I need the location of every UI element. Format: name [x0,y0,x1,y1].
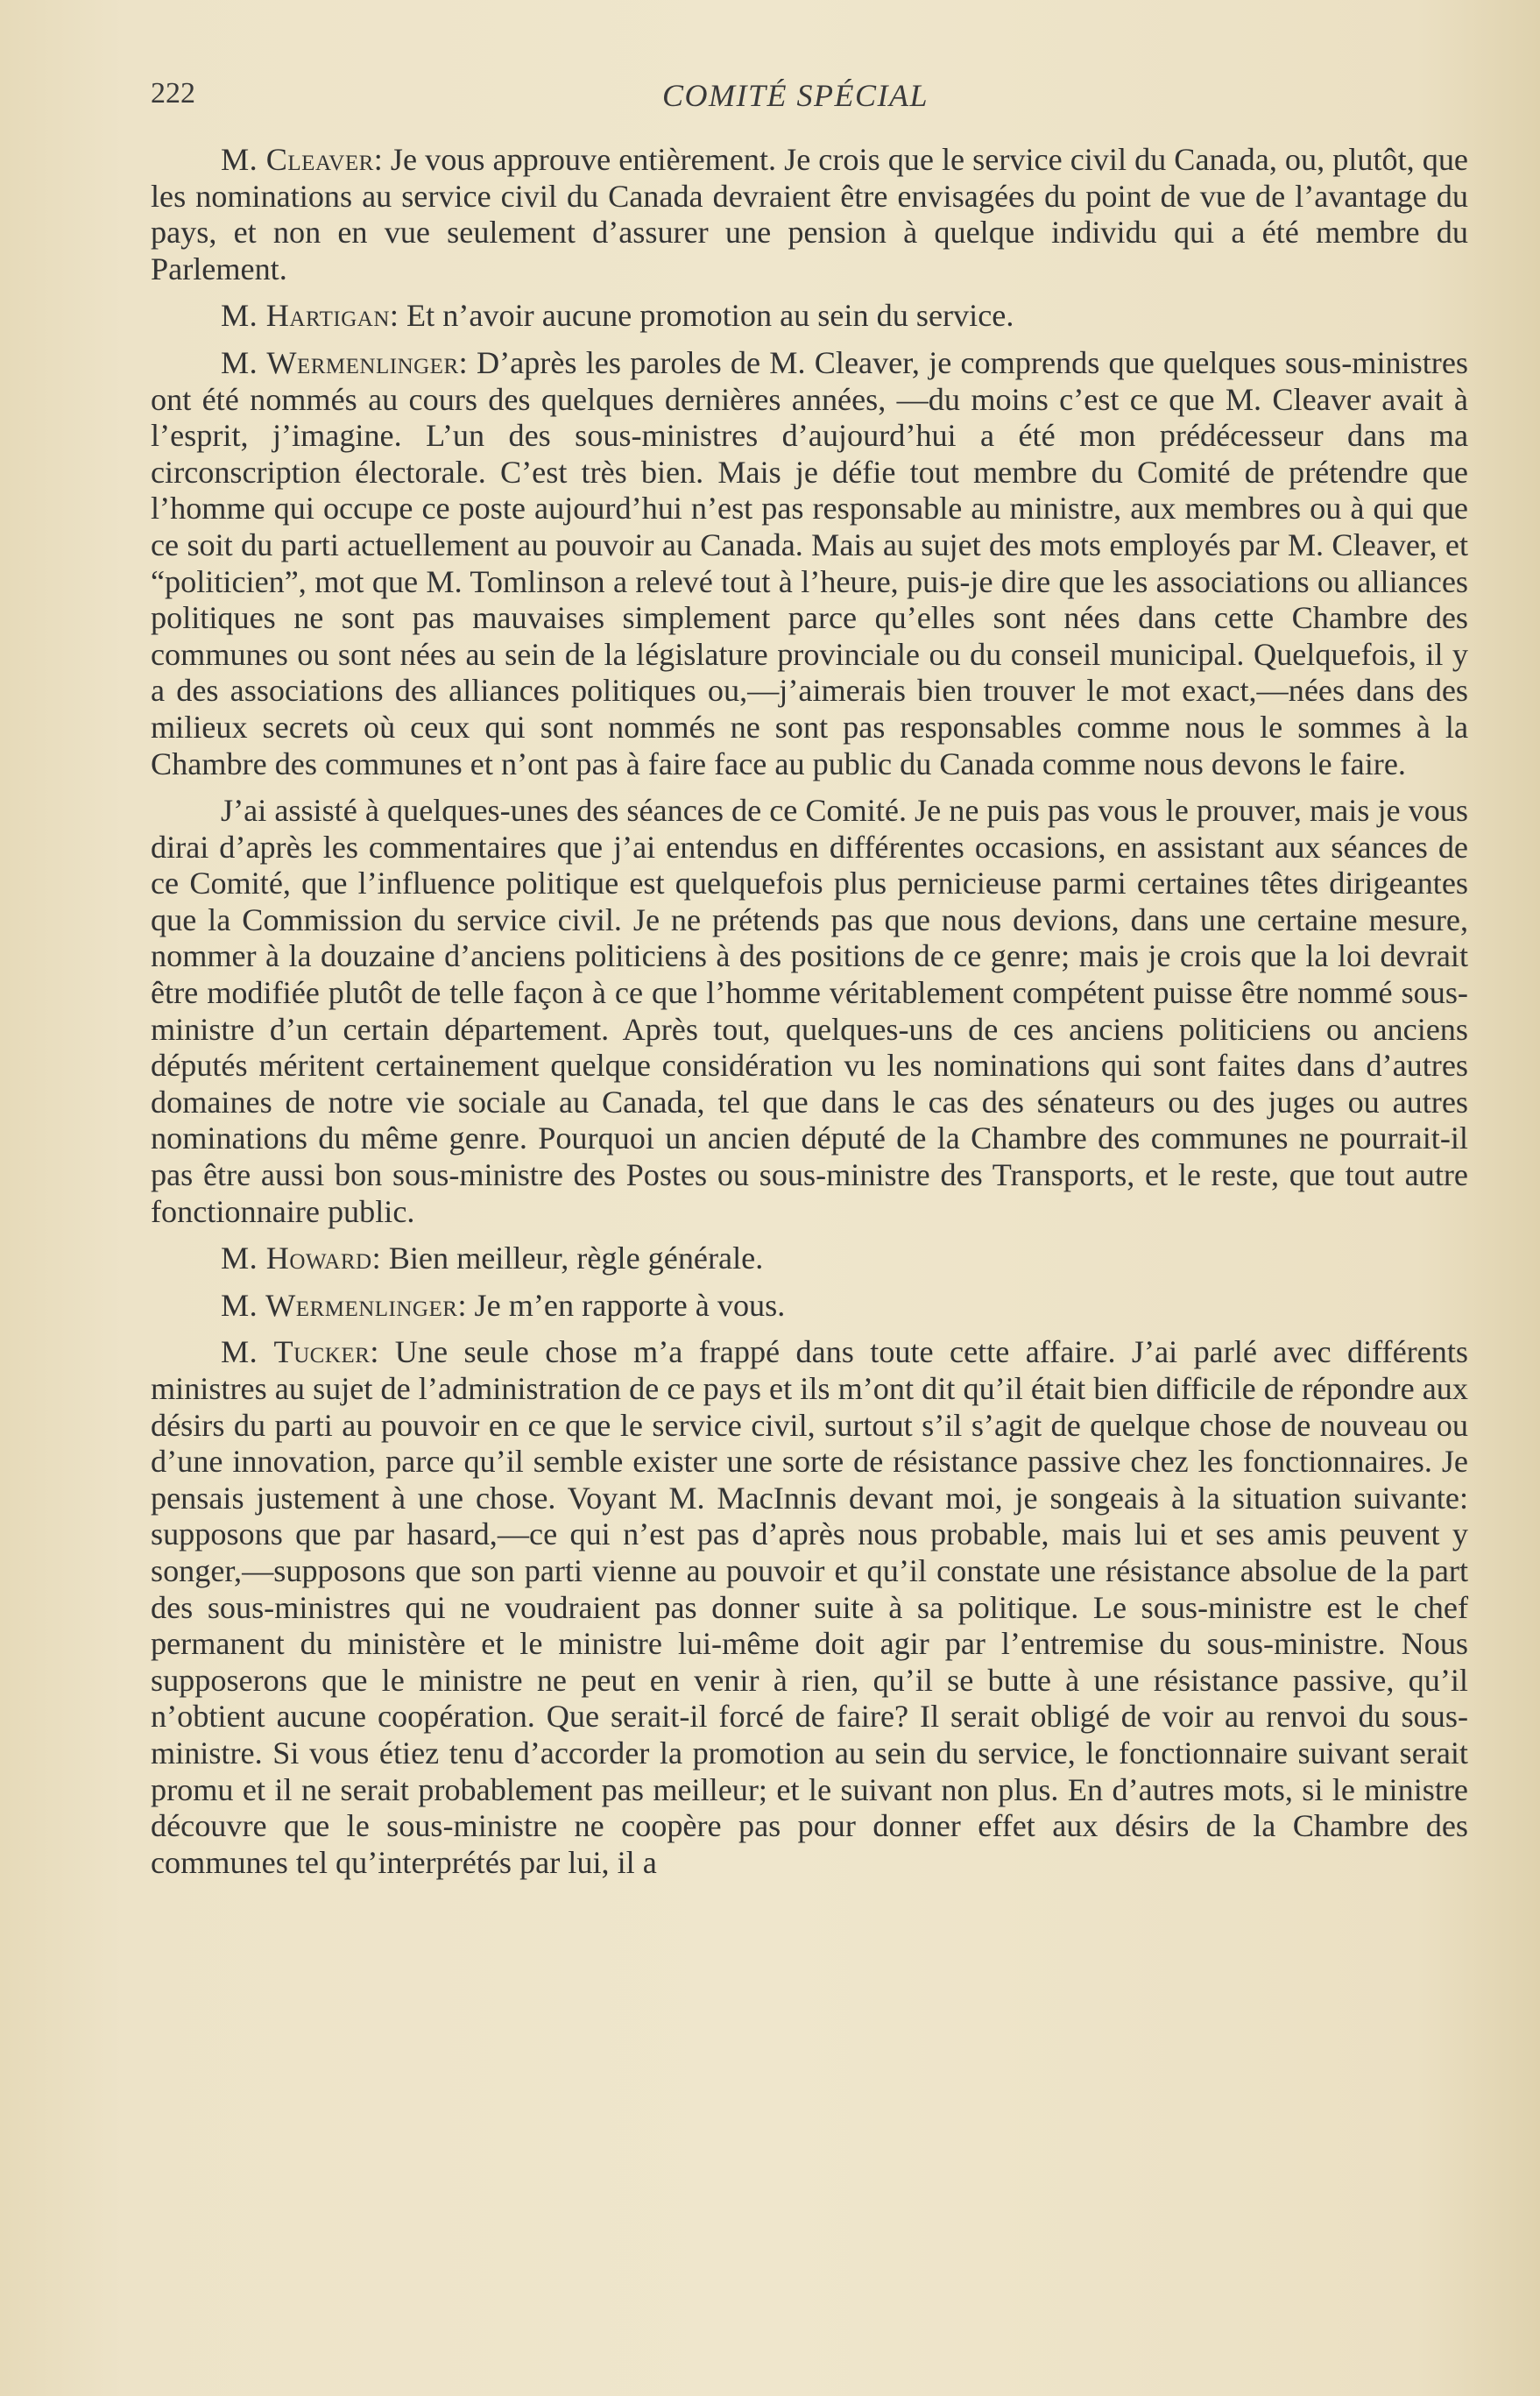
paragraph-text: Une seule chose m’a frappé dans toute cette affaire. J’ai parlé avec différents ministres au sujet de l’administration de ce pays et ils m’ont dit qu’il était bien difficile de répondre aux désirs du parti au pouvoir en ce que le service civil, surtout s’il s’agit de quelque chose de nouveau ou d’une innovation, parce qu’il semble exister une sorte de résistance passive chez les fonctionnaires. Je pensais justement à une chose. Voyant M. MacInnis devant moi, je songeais à la situation suivante: supposons que par hasard,—ce qui n’est pas d’après nous probable, mais lui et ses amis peuvent y songer,—supposons que son parti vienne au pouvoir et qu’il constate une résistance absolue de la part des sous-ministres qui ne voudraient pas donner suite à sa politique. Le sous-ministre est le chef permanent du ministère et le ministre lui-même doit agir par l’entremise du sous-ministre. Nous supposerons que le ministre ne peut en venir à rien, qu’il se butte à une résistance passive, qu’il n’obtient aucune coopération. Que serait-il forcé de faire? Il serait obligé de voir au renvoi du sous-ministre. Si vous étiez tenu d’accorder la promotion au sein du service, le fonctionnaire suivant serait promu et il ne serait probablement pas meilleur; et le suivant non plus. En d’autres mots, si le ministre découvre que le sous-ministre ne coopère pas pour donner effet aux désirs de la Chambre des communes tel qu’interprétés par lui, il a [151,1334,1468,1880]
paragraph-text: Je vous approuve entièrement. Je crois que le service civil du Canada, ou, plutôt, que les nominations au service civil du Canada devraient être envisagées du point de vue de l’avantage du pays, et non en vue seulement d’assurer une pension à quelque individu qui a été membre du Parlement. [151,142,1468,286]
speaker-name: M. Tucker [221,1334,371,1370]
running-title: COMITÉ SPÉCIAL [662,78,929,113]
paragraph-cleaver: M. Cleaver: Je vous approuve entièrement. Je crois que le service civil du Canada, ou, plutôt, que les nominations au service civil du Canada devraient être envisagées du point de vue de l’avantage du pays, et non en vue seulement d’assurer une pension à quelque individu qui a été membre du Parlement. [151,142,1468,286]
speaker-name: M. Wermenlinger [221,344,459,380]
paragraph-wermenlinger: M. Wermenlinger: D’après les paroles de M. Cleaver, je comprends que quelques sous-ministres ont été nommés au cours des quelques dernières années, —du moins c’est ce que M. Cleaver avait à l’esprit, j’imagine. L’un des sous-ministres d’aujourd’hui a été mon prédécesseur dans ma circonscription électorale. C’est très bien. Mais je défie tout membre du Comité de prétendre que l’homme qui occupe ce poste aujourd’hui n’est pas responsable au ministre, aux membres ou à qui que ce soit du parti actuellement au pouvoir au Canada. Mais au sujet des mots employés par M. Cleaver, et “politicien”, mot que M. Tomlinson a relevé tout à l’heure, puis-je dire que les associations ou alliances politiques ne sont pas mauvaises simplement parce qu’elles sont nées dans cette Chambre des communes ou sont nées au sein de la législature provinciale ou du conseil municipal. Quelquefois, il y a des associations des alliances politiques ou,—j’aimerais bien trouver le mot exact,—nées dans des milieux secrets où ceux qui sont nommés ne sont pas responsables comme nous le sommes à la Chambre des communes et n’ont pas à faire face au public du Canada comme nous devons le faire. [151,344,1468,781]
speaker-name: M. Hartigan [221,298,390,334]
page-number: 222 [151,77,195,110]
paragraph-text: J’ai assisté à quelques-unes des séances de ce Comité. Je ne puis pas vous le prouver, mais je vous dirai d’après les commentaires que j’ai entendus en différentes occasions, en assistant aux séances de ce Comité, que l’influence politique est quelquefois plus pernicieuse parmi certaines têtes dirigeantes que la Commission du service civil. Je ne prétends pas que nous devions, dans une certaine mesure, nommer à la douzaine d’anciens politiciens à des positions de ce genre; mais je crois que la loi devrait être modifiée plutôt de telle façon à ce que l’homme véritablement compétent puisse être nommé sous-ministre d’un certain département. Après tout, quelques-uns de ces anciens politiciens ou anciens députés méritent certainement quelque considération vu les nominations qui sont faites dans d’autres domaines de notre vie sociale au Canada, tel que dans le cas des sénateurs ou des juges ou autres nominations du même genre. Pourquoi un ancien député de la Chambre des communes ne pourrait-il pas être aussi bon sous-ministre des Postes ou sous-ministre des Transports, et le reste, que tout autre fonctionnaire public. [151,793,1468,1229]
paragraph-text: Bien meilleur, règle générale. [388,1240,764,1276]
transcript-body [151,142,1468,1891]
speaker-name: M. Wermenlinger [221,1287,458,1323]
paragraph-wermenlinger-reply: M. Wermenlinger: Je m’en rapporte à vous. [221,1287,786,1323]
paragraph-howard: M. Howard: Bien meilleur, règle générale. [221,1240,764,1276]
paragraph-text: Je m’en rapporte à vous. [474,1287,786,1323]
paragraph-text: Et n’avoir aucune promotion au sein du service. [406,298,1014,334]
paragraph-tucker: M. Tucker: Une seule chose m’a frappé dans toute cette affaire. J’ai parlé avec différents ministres au sujet de l’administration de ce pays et ils m’ont dit qu’il était bien difficile de répondre aux désirs du parti au pouvoir en ce que le service civil, surtout s’il s’agit de quelque chose de nouveau ou d’une innovation, parce qu’il semble exister une sorte de résistance passive chez les fonctionnaires. Je pensais justement à une chose. Voyant M. MacInnis devant moi, je songeais à la situation suivante: supposons que par hasard,—ce qui n’est pas d’après nous probable, mais lui et ses amis peuvent y songer,—supposons que son parti vienne au pouvoir et qu’il constate une résistance absolue de la part des sous-ministres qui ne voudraient pas donner suite à sa politique. Le sous-ministre est le chef permanent du ministère et le ministre lui-même doit agir par l’entremise du sous-ministre. Nous supposerons que le ministre ne peut en venir à rien, qu’il se butte à une résistance passive, qu’il n’obtient aucune coopération. Que serait-il forcé de faire? Il serait obligé de voir au renvoi du sous-ministre. Si vous étiez tenu d’accorder la promotion au sein du service, le fonctionnaire suivant serait promu et il ne serait probablement pas meilleur; et le suivant non plus. En d’autres mots, si le ministre découvre que le sous-ministre ne coopère pas pour donner effet aux désirs de la Chambre des communes tel qu’interprétés par lui, il a [151,1334,1468,1880]
paragraph-continuation [151,793,1468,1230]
paragraph-hartigan: M. Hartigan: Et n’avoir aucune promotion au sein du service. [221,298,1014,334]
speaker-name: M. Howard [221,1240,372,1276]
speaker-name: M. Cleaver [221,142,374,177]
paragraph-text: D’après les paroles de M. Cleaver, je comprends que quelques sous-ministres ont été nommés au cours des quelques dernières années, —du moins c’est ce que M. Cleaver avait à l’esprit, j’imagine. L’un des sous-ministres d’aujourd’hui a été mon prédécesseur dans ma circonscription électorale. C’est très bien. Mais je défie tout membre du Comité de prétendre que l’homme qui occupe ce poste aujourd’hui n’est pas responsable au ministre, aux membres ou à qui que ce soit du parti actuellement au pouvoir au Canada. Mais au sujet des mots employés par M. Cleaver, et “politicien”, mot que M. Tomlinson a relevé tout à l’heure, puis-je dire que les associations ou alliances politiques ne sont pas mauvaises simplement parce qu’elles sont nées dans cette Chambre des communes ou sont nées au sein de la législature provinciale ou du conseil municipal. Quelquefois, il y a des associations des alliances politiques ou,—j’aimerais bien trouver le mot exact,—nées dans des milieux secrets où ceux qui sont nommés ne sont pas responsables comme nous le sommes à la Chambre des communes et n’ont pas à faire face au public du Canada comme nous devons le faire. [151,344,1468,781]
page-header [151,77,1465,121]
